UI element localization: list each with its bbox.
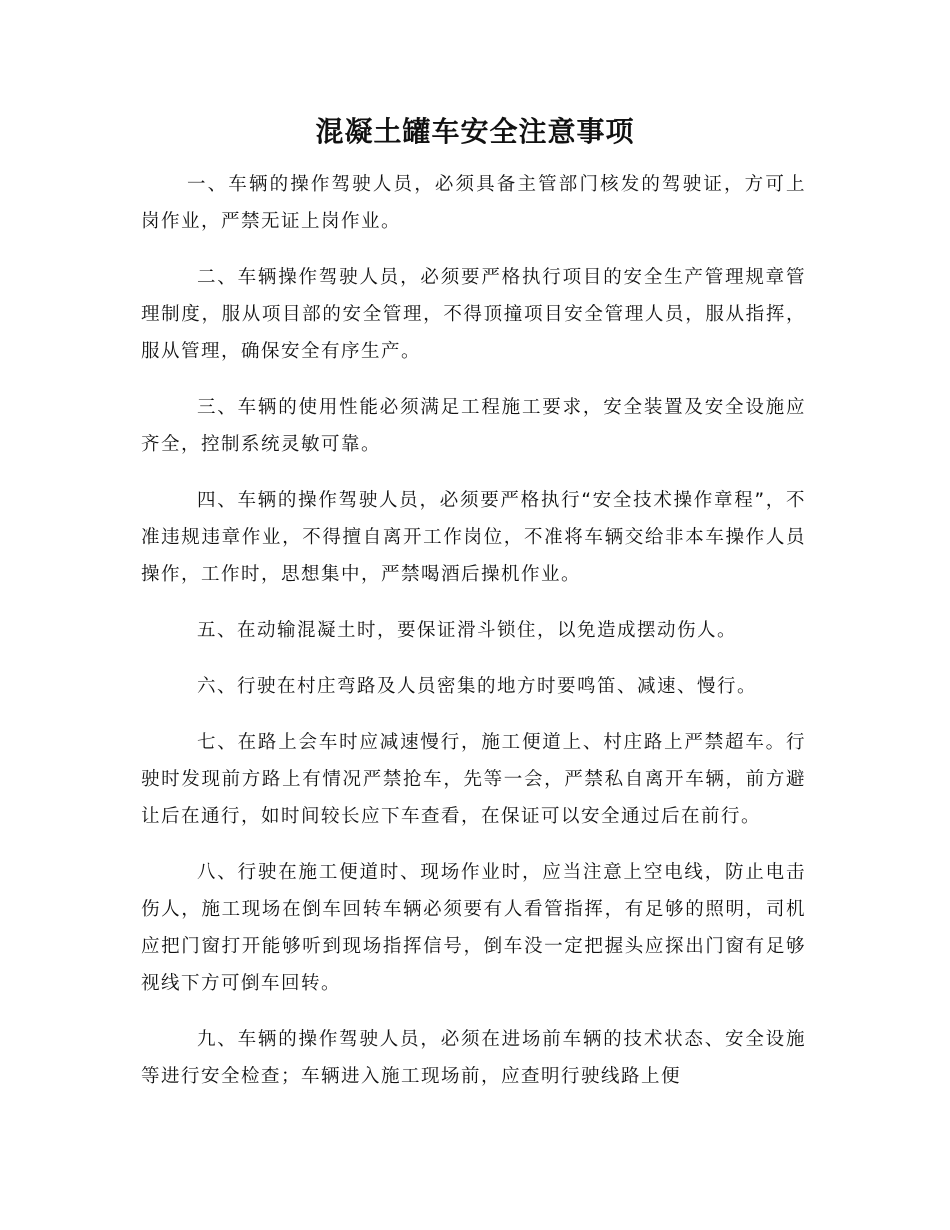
- paragraph-7: 七、在路上会车时应减速慢行，施工便道上、村庄路上严禁超车。行驶时发现前方路上有情况严禁抢车，先等一会，严禁私自离开车辆，前方避让后在通行，如时间较长应下车查看，在保证可以安全通过后在前行。: [141, 732, 806, 827]
- document-title: 混凝土罐车安全注意事项: [315, 115, 635, 148]
- paragraph-3: 三、车辆的使用性能必须满足工程施工要求，安全装置及安全设施应齐全，控制系统灵敏可靠。: [141, 397, 806, 455]
- paragraph-6: 六、行驶在村庄弯路及人员密集的地方时要鸣笛、减速、慢行。: [197, 676, 758, 697]
- paragraph-9: 九、车辆的操作驾驶人员，必须在进场前车辆的技术状态、安全设施等进行安全检查；车辆进入施工现场前，应查明行驶线路上便: [141, 1029, 806, 1087]
- paragraph-4: 四、车辆的操作驾驶人员，必须要严格执行“安全技术操作章程”，不准违规违章作业，不得擅自离开工作岗位，不准将车辆交给非本车操作人员操作，工作时，思想集中，严禁喝酒后操机作业。: [141, 490, 806, 585]
- paragraph-5: 五、在动输混凝土时，要保证滑斗锁住，以免造成摆动伤人。: [197, 620, 738, 641]
- document-body: [141, 166, 806, 1114]
- paragraph-2: 二、车辆操作驾驶人员，必须要严格执行项目的安全生产管理规章管理制度，服从项目部的安全管理，不得顶撞项目安全管理人员，服从指挥，服从管理，确保安全有序生产。: [141, 267, 806, 362]
- paragraph-1: 一、车辆的操作驾驶人员，必须具备主管部门核发的驾驶证，方可上岗作业，严禁无证上岗作业。: [141, 174, 806, 232]
- paragraph-8: 八、行驶在施工便道时、现场作业时，应当注意上空电线，防止电击伤人，施工现场在倒车回转车辆必须要有人看管指挥，有足够的照明，司机应把门窗打开能够听到现场指挥信号，倒车没一定把握头应探出门窗有足够视线下方可倒车回转。: [141, 862, 806, 994]
